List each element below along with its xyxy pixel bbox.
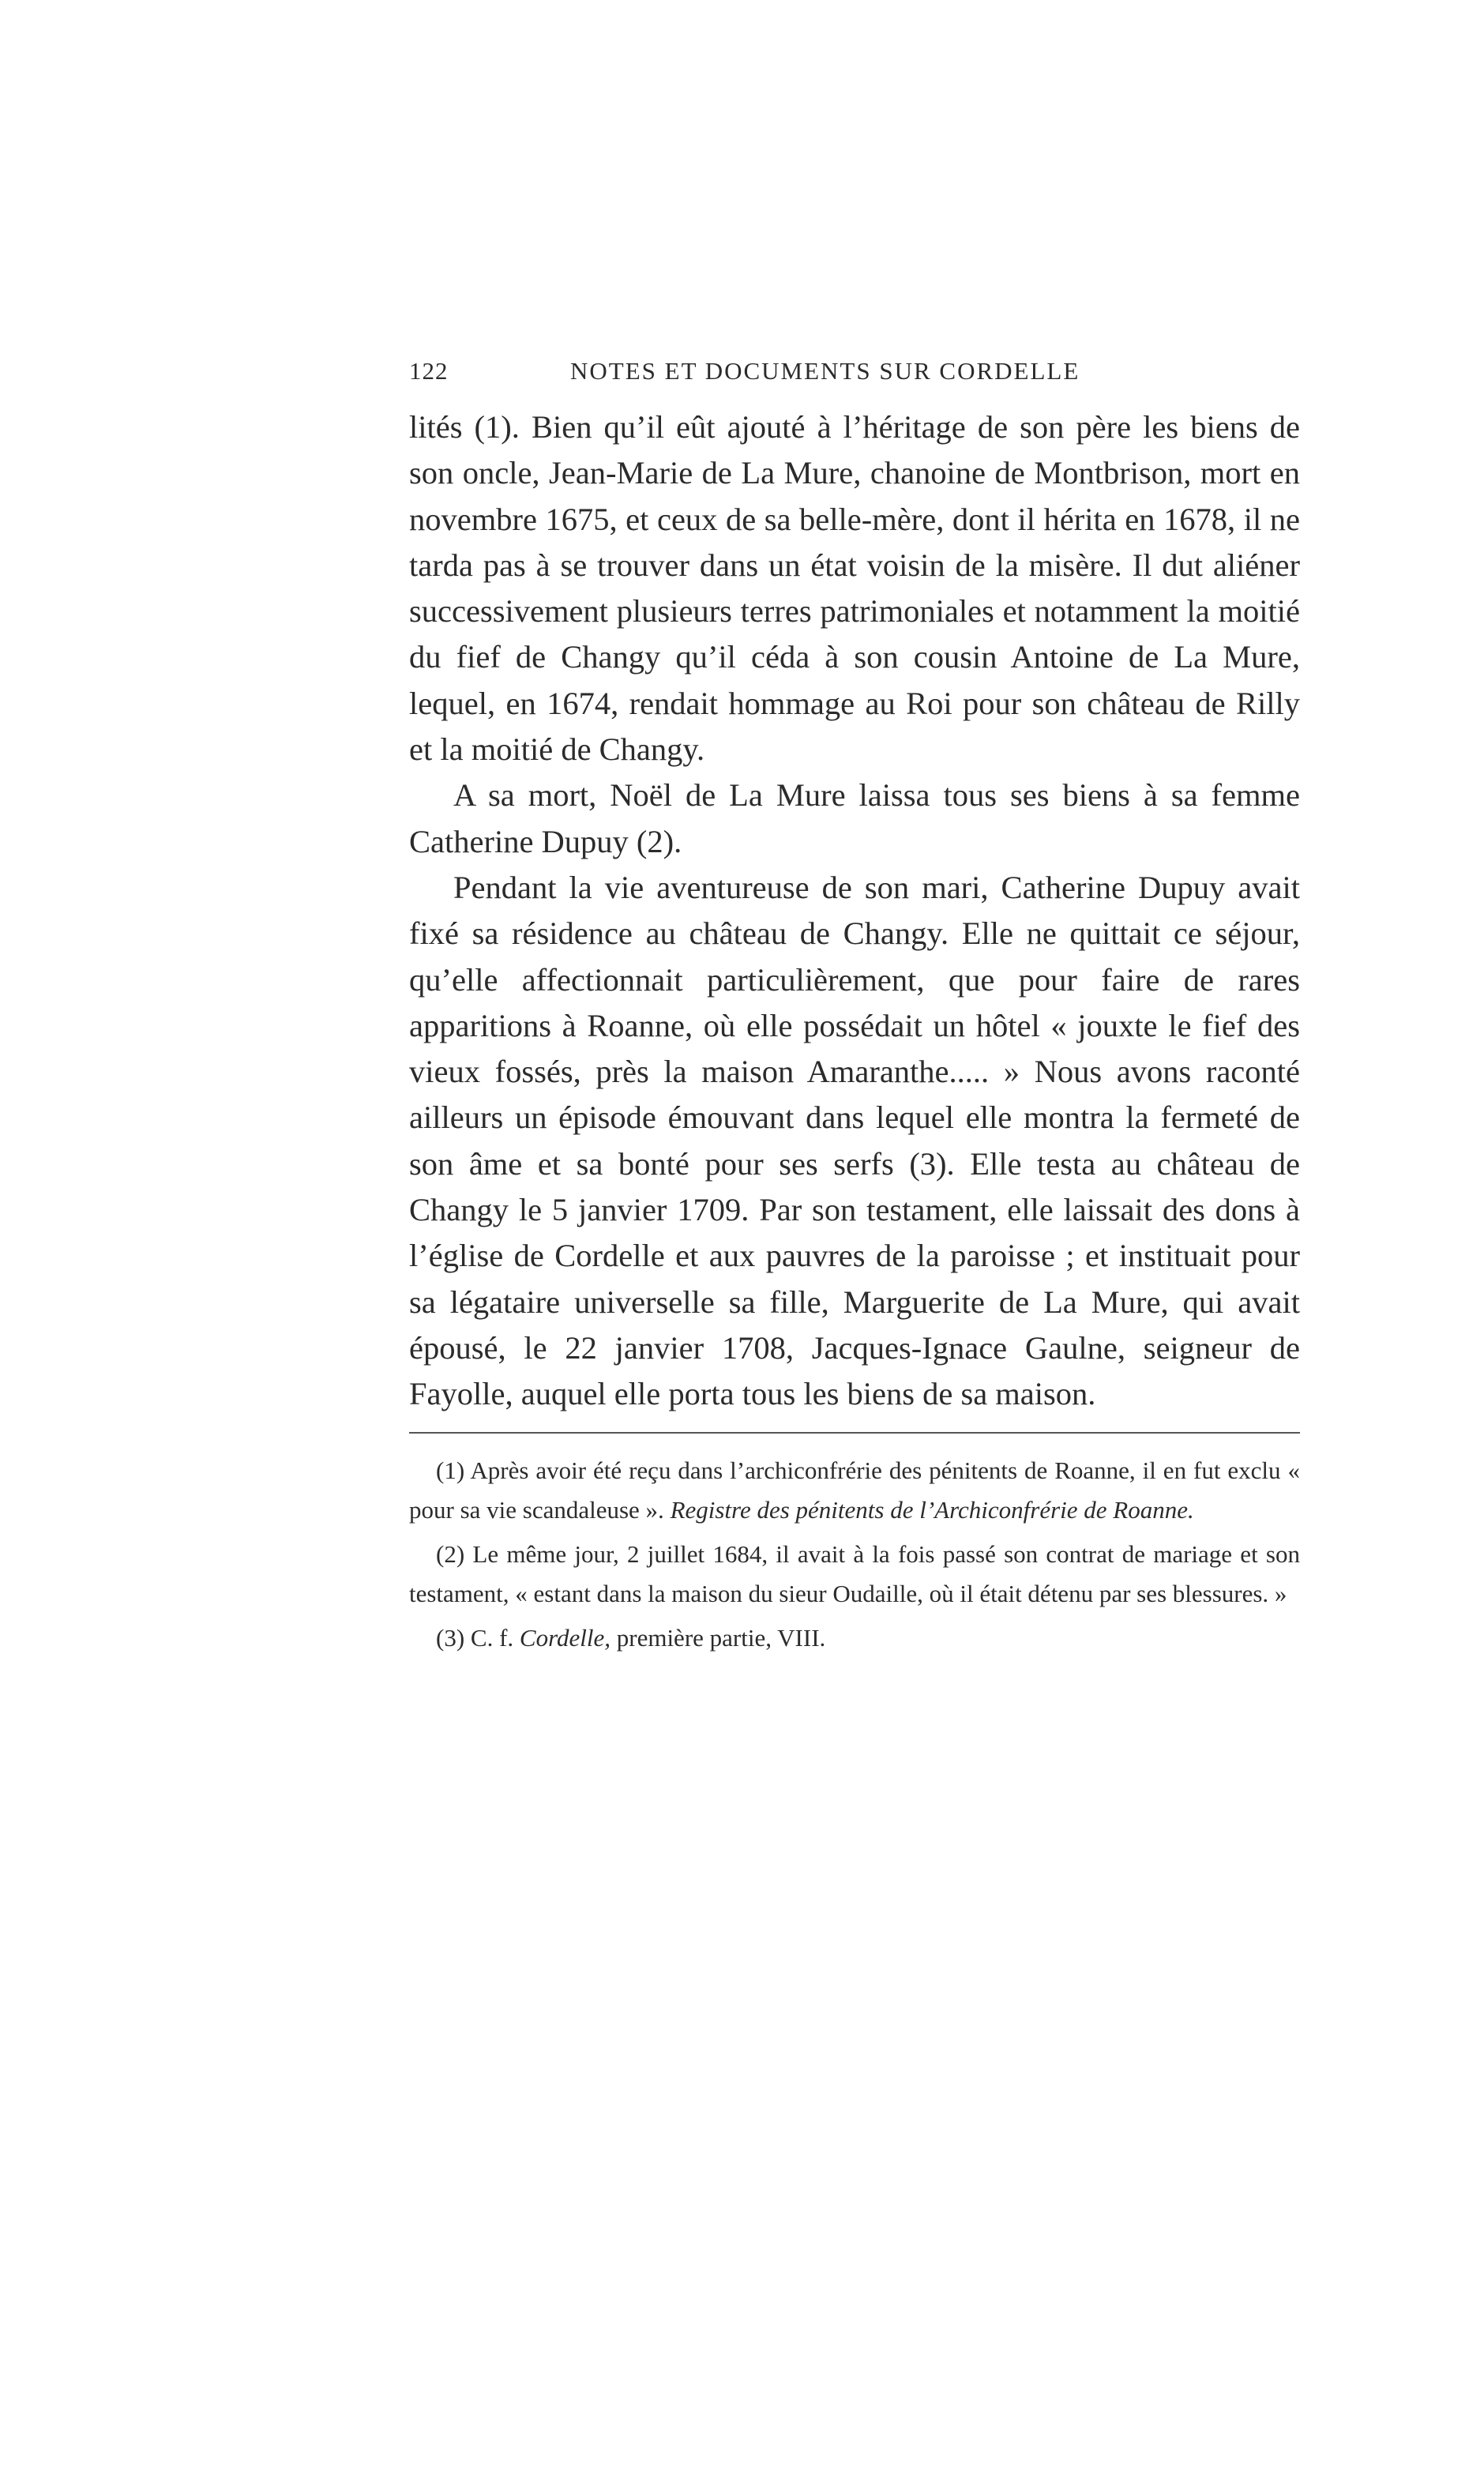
- footnote-1-text: (1) Après avoir été reçu dans l’archiconfrérie des pénitents de Roanne, il en fut exclu « pour sa vie scandaleuse ».: [409, 1456, 1300, 1524]
- footnotes: [409, 1451, 1300, 1658]
- paragraph-death-of-noel: A sa mort, Noël de La Mure laissa tous ses biens à sa femme Catherine Dupuy (2).: [409, 777, 1300, 859]
- footnote-2: [409, 1535, 1300, 1614]
- body-text: [409, 404, 1300, 1418]
- footnote-1: [409, 1451, 1300, 1530]
- paragraph-continuation: lités (1). Bien qu’il eût ajouté à l’héritage de son père les biens de son oncle, Jean-Marie de La Mure, chanoine de Montbrison, mort en novembre 1675, et ceux de sa belle-mère, dont il hérita en 1678, il ne tarda pas à se trouver dans un état voisin de la misère. Il dut aliéner successivement plusieurs terres patrimoniales et notamment la moitié du fief de Changy qu’il céda à son cousin Antoine de La Mure, lequel, en 1674, rendait hommage au Roi pour son château de Rilly et la moitié de Changy.: [409, 409, 1300, 768]
- footnote-3-citation: Cordelle,: [519, 1623, 611, 1652]
- book-page: [409, 357, 1300, 1663]
- footnote-rule: [409, 1432, 1300, 1434]
- page-number: 122: [409, 357, 449, 385]
- footnote-2-text: (2) Le même jour, 2 juillet 1684, il avait à la fois passé son contrat de mariage et son testament, « estant dans la maison du sieur Oudaille, où il était détenu par ses blessures. »: [409, 1539, 1300, 1607]
- footnote-3-prefix: (3) C. f.: [436, 1623, 514, 1652]
- running-head: [409, 357, 1300, 404]
- footnote-3: [409, 1618, 1300, 1658]
- running-title: NOTES ET DOCUMENTS SUR CORDELLE: [570, 357, 1080, 385]
- paragraph-catherine-dupuy: Pendant la vie aventureuse de son mari, Catherine Dupuy avait fixé sa résidence au château de Changy. Elle ne quittait ce séjour, qu’elle affectionnait particulièrement, que pour faire de rares apparitions à Roanne, où elle possédait un hôtel « jouxte le fief des vieux fossés, près la maison Amaranthe..... » Nous avons raconté ailleurs un épisode émouvant dans lequel elle montra la fermeté de son âme et sa bonté pour ses serfs (3). Elle testa au château de Changy le 5 janvier 1709. Par son testament, elle laissait des dons à l’église de Cordelle et aux pauvres de la paroisse ; et instituait pour sa légataire universelle sa fille, Marguerite de La Mure, qui avait épousé, le 22 janvier 1708, Jacques-Ignace Gaulne, seigneur de Fayolle, auquel elle porta tous les biens de sa maison.: [409, 869, 1300, 1412]
- footnote-1-citation: Registre des pénitents de l’Archiconfrérie de Roanne.: [670, 1495, 1194, 1524]
- footnote-3-suffix: première partie, VIII.: [616, 1623, 826, 1652]
